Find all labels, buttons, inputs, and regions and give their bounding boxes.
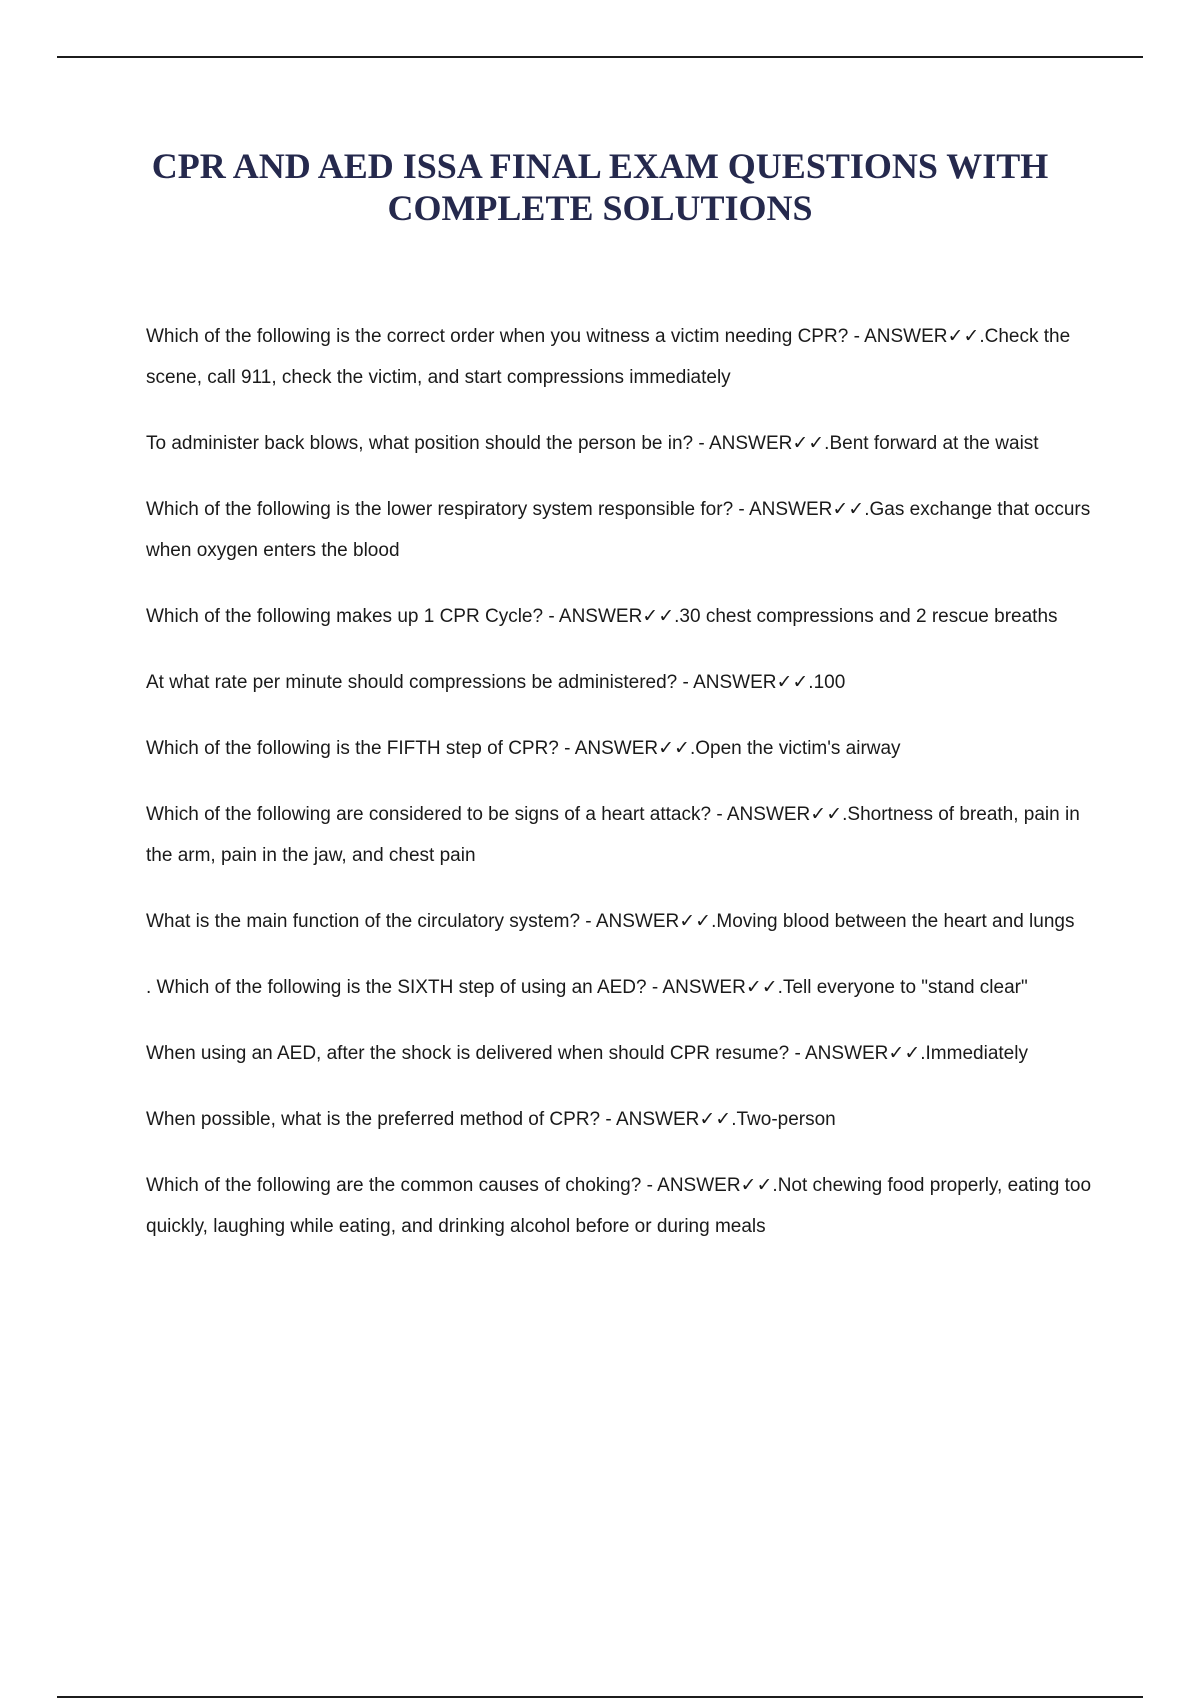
qa-item xyxy=(146,728,1092,769)
answer-text: Tell everyone to "stand clear" xyxy=(782,977,1028,998)
header-rule xyxy=(57,56,1143,58)
answer-text: Immediately xyxy=(925,1043,1028,1064)
qa-item xyxy=(146,1033,1092,1074)
qa-item xyxy=(146,662,1092,703)
question-text: To administer back blows, what position should the person be in? xyxy=(146,433,694,454)
answer-text: Open the victim's airway xyxy=(695,738,901,759)
qa-item xyxy=(146,901,1092,942)
question-text: Which of the following is the lower respiratory system responsible for? xyxy=(146,499,734,520)
answer-text: Two-person xyxy=(736,1109,836,1130)
question-text: Which of the following is the FIFTH step of CPR? xyxy=(146,738,559,759)
question-text: . Which of the following is the SIXTH step of using an AED? xyxy=(146,977,647,998)
answer-marker: - ANSWER✓✓. xyxy=(853,326,985,347)
qa-item xyxy=(146,1099,1092,1140)
question-text: Which of the following are the common causes of choking? xyxy=(146,1175,642,1196)
answer-marker: - ANSWER✓✓. xyxy=(564,738,696,759)
answer-marker: - ANSWER✓✓. xyxy=(548,606,680,627)
answer-text: 30 chest compressions and 2 rescue breaths xyxy=(679,606,1058,627)
answer-text: Shortness of breath, pain in the arm, pain in the jaw, and chest pain xyxy=(146,804,1080,866)
answer-marker: - ANSWER✓✓. xyxy=(651,977,783,998)
answer-text: Bent forward at the waist xyxy=(829,433,1039,454)
qa-item xyxy=(146,316,1092,398)
question-text: Which of the following are considered to be signs of a heart attack? xyxy=(146,804,712,825)
answer-marker: - ANSWER✓✓. xyxy=(794,1043,926,1064)
qa-item xyxy=(146,967,1092,1008)
question-text: When using an AED, after the shock is delivered when should CPR resume? xyxy=(146,1043,790,1064)
answer-marker: - ANSWER✓✓. xyxy=(738,499,870,520)
answer-text: Gas exchange that occurs when oxygen enters the blood xyxy=(146,499,1091,561)
footer-rule xyxy=(57,1696,1143,1698)
answer-text: Not chewing food properly, eating too quickly, laughing while eating, and drinking alcohol before or during meals xyxy=(146,1175,1092,1237)
question-text: What is the main function of the circulatory system? xyxy=(146,911,581,932)
answer-text: Check the scene, call 911, check the victim, and start compressions immediately xyxy=(146,326,1071,388)
qa-item xyxy=(146,489,1092,571)
answer-marker: - ANSWER✓✓. xyxy=(682,672,814,693)
document-title: CPR AND AED ISSA FINAL EXAM QUESTIONS WITH COMPLETE SOLUTIONS xyxy=(151,146,1049,228)
qa-item xyxy=(146,794,1092,876)
answer-marker: - ANSWER✓✓. xyxy=(716,804,848,825)
question-text: Which of the following makes up 1 CPR Cycle? xyxy=(146,606,544,627)
qa-list xyxy=(146,316,1092,1272)
question-text: Which of the following is the correct order when you witness a victim needing CPR? xyxy=(146,326,849,347)
qa-item xyxy=(146,423,1092,464)
qa-item xyxy=(146,1165,1092,1247)
answer-marker: - ANSWER✓✓. xyxy=(698,433,830,454)
answer-text: Moving blood between the heart and lungs xyxy=(716,911,1075,932)
answer-text: 100 xyxy=(813,672,846,693)
answer-marker: - ANSWER✓✓. xyxy=(646,1175,778,1196)
answer-marker: - ANSWER✓✓. xyxy=(585,911,717,932)
answer-marker: - ANSWER✓✓. xyxy=(605,1109,737,1130)
question-text: At what rate per minute should compressions be administered? xyxy=(146,672,678,693)
qa-item xyxy=(146,596,1092,637)
question-text: When possible, what is the preferred method of CPR? xyxy=(146,1109,601,1130)
